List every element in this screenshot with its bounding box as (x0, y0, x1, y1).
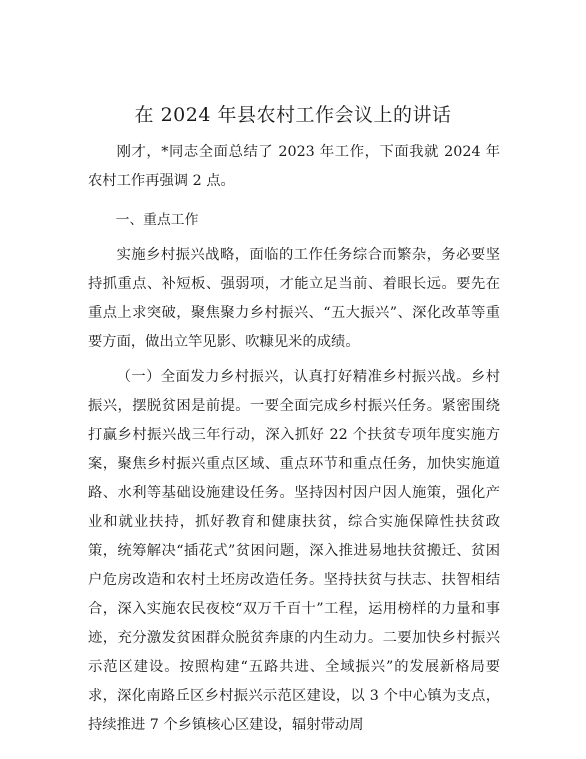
body-paragraph-1: 实施乡村振兴战略，面临的工作任务综合而繁杂，务必要坚持抓重点、补短板、强弱项，才能立足当前、着眼长远。要先在重点上求突破，聚焦聚力乡村振兴、“五大振兴”、深化改革等重要方面，做出立竿见影、吹糠见米的成绩。 (88, 247, 500, 350)
document-body (88, 138, 500, 740)
section-heading: 一、重点工作 (115, 212, 199, 228)
body-paragraph-2: （一）全面发力乡村振兴，认真打好精准乡村振兴战。乡村振兴，摆脱贫困是前提。一要全面完成乡村振兴任务。紧密围绕打赢乡村振兴战三年行动，深入抓好 22 个扶贫专项年度实施方案，聚焦乡村振兴重点区域、重点环节和重点任务，加快实施道路、水利等基础设施建设任务。坚持因村因户因人施策，强化产业和就业扶持，抓好教育和健康扶贫，综合实施保障性扶贫政策，统筹解决“插花式”贫困问题，深入推进易地扶贫搬迁、贫困户危房改造和农村土坯房改造任务。坚持扶贫与扶志、扶智相结合，深入实施农民夜校“双万千百十”工程，运用榜样的力量和事迹，充分激发贫困群众脱贫奔康的内生动力。二要加快乡村振兴示范区建设。按照构建“五路共进、全域振兴”的发展新格局要求，深化南路丘区乡村振兴示范区建设，以 3 个中心镇为支点，持续推进 7 个乡镇核心区建设，辐射带动周 (88, 369, 500, 733)
document-title: 在 2024 年县农村工作会议上的讲话 (134, 104, 452, 126)
intro-paragraph: 刚才，*同志全面总结了 2023 年工作，下面我就 2024 年农村工作再强调 2 点。 (88, 144, 500, 189)
